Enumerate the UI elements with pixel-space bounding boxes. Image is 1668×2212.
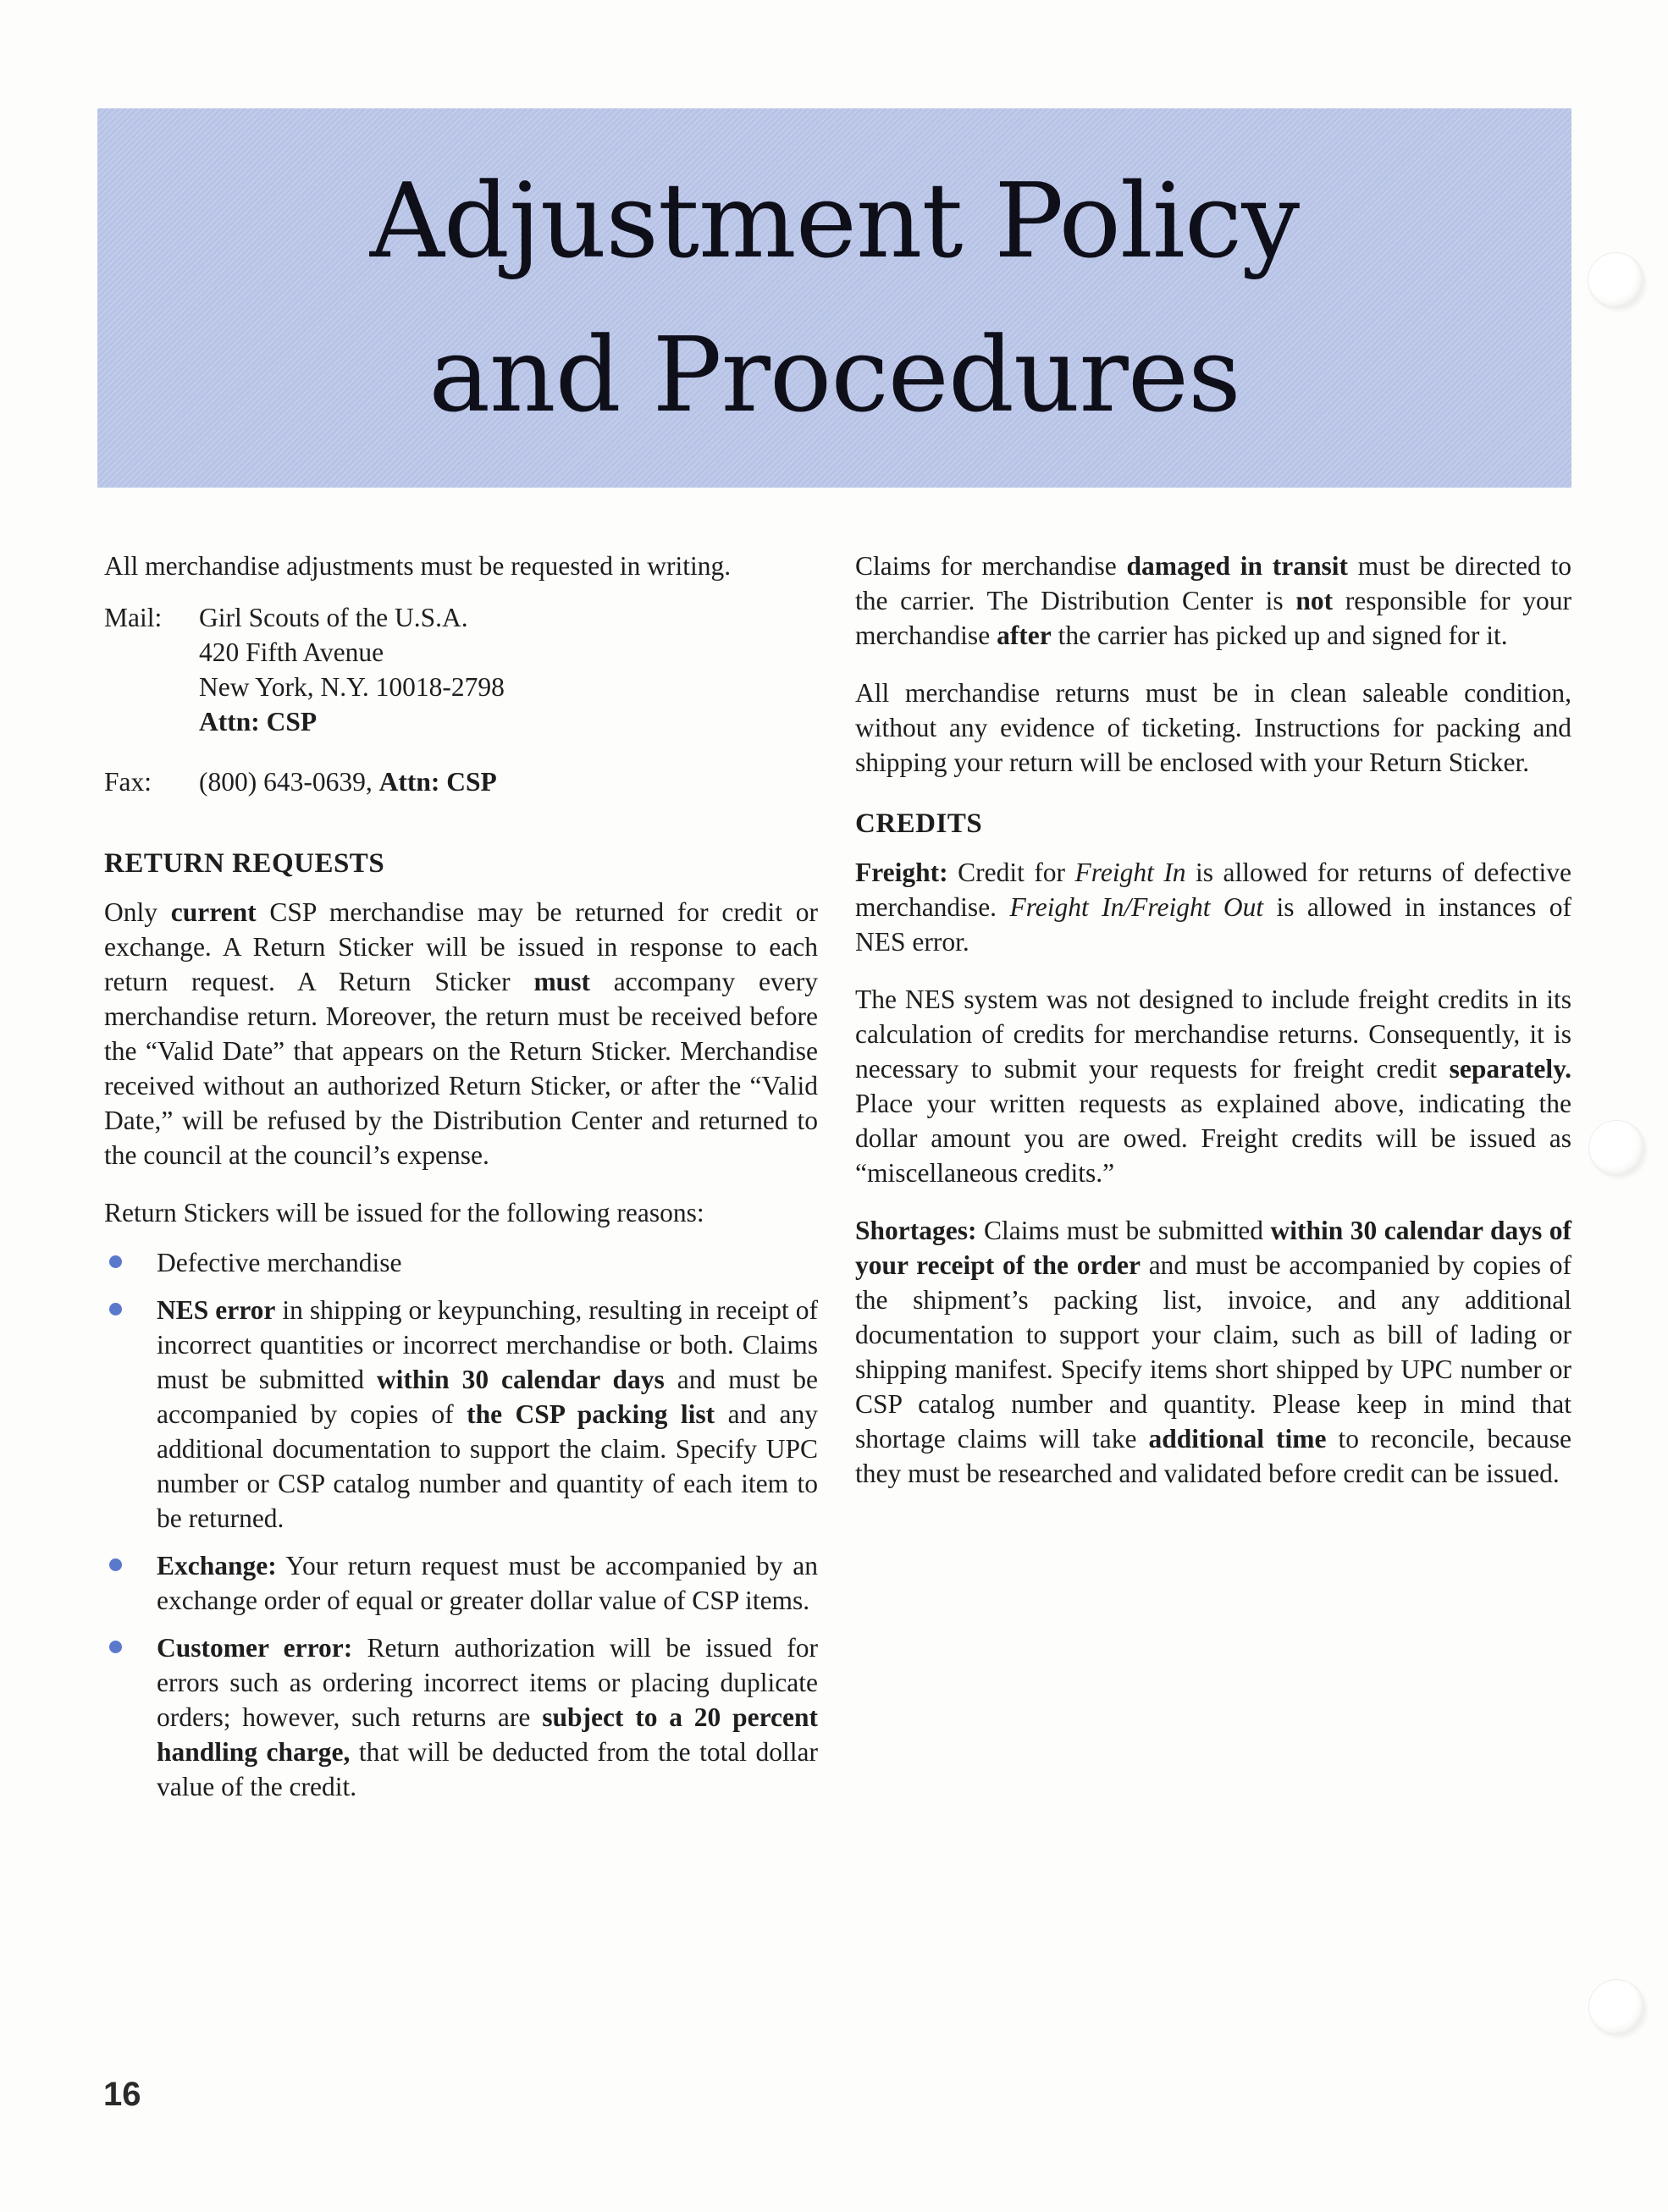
- fax-label: Fax:: [104, 767, 152, 797]
- punch-hole: [1588, 252, 1643, 308]
- list-item-text: NES error in shipping or keypunching, resulting in receipt of incorrect quantities or incorrect merchandise or both. Claims must be submitted within 30 calendar days and must be accompanied by copies of the CSP packing list and any additional documentation to support the claim. Specify UPC number or CSP catalog number and quantity of each item to be returned.: [157, 1295, 819, 1533]
- mail-label: Mail:: [104, 603, 163, 632]
- right-column: [855, 549, 1571, 1514]
- title-banner: [97, 108, 1571, 488]
- page-title-line-1: Adjustment Policy: [369, 161, 1300, 281]
- return-reasons-list: [104, 1245, 818, 1804]
- bullet-dot-icon: [109, 1641, 122, 1653]
- shortages-paragraph: Shortages: Claims must be submitted within 30 calendar days of your receipt of the order and must be accompanied by copies of the shipment’s packing list, invoice, and any additional documentation to support your claim, such as bill of lading or shipping manifest. Specify items short shipped by UPC number or CSP catalog number and quantity. Please keep in mind that shortage claims will take additional time to reconcile, because they must be researched and validated before credit can be issued.: [855, 1216, 1571, 1488]
- list-item-text: Defective merchandise: [157, 1248, 402, 1277]
- bullet-dot-icon: [109, 1255, 122, 1268]
- fax-number: (800) 643-0639, Attn: CSP: [199, 767, 497, 797]
- nes-system-paragraph: The NES system was not designed to include freight credits in its calculation of credits for merchandise returns. Consequently, it is necessary to submit your requests for freight credit separately. Place your written requests as explained above, indicating the dollar amount you are owed. Freight credits will be issued as “miscellaneous credits.”: [855, 985, 1571, 1188]
- saleable-condition-paragraph: All merchandise returns must be in clean saleable condition, without any evidence of ticketing. Instructions for packing and shipping your return will be enclosed with your Return Sticker.: [855, 678, 1571, 777]
- damaged-in-transit-paragraph: Claims for merchandise damaged in transit must be directed to the carrier. The Distribution Center is not responsible for your merchandise after the carrier has picked up and signed for it.: [855, 551, 1571, 650]
- mail-address-line: New York, N.Y. 10018-2798: [199, 672, 505, 702]
- fax-block: [104, 764, 818, 799]
- return-requests-heading: RETURN REQUESTS: [104, 848, 385, 879]
- list-item: [104, 1630, 818, 1804]
- credits-heading: CREDITS: [855, 808, 983, 839]
- bullet-dot-icon: [109, 1558, 122, 1571]
- mail-address-lines: [199, 600, 505, 739]
- bullet-dot-icon: [109, 1303, 122, 1316]
- reasons-lead-line: Return Stickers will be issued for the following reasons:: [104, 1198, 704, 1227]
- list-item: [104, 1245, 818, 1280]
- page-title-line-2: and Procedures: [428, 315, 1240, 435]
- list-item-text: Customer error: Return authorization will be issued for errors such as ordering incorrect items or placing duplicate orders; however, such returns are subject to a 20 percent handling charge, that will be deducted from the total dollar value of the credit.: [157, 1633, 818, 1801]
- list-item: [104, 1548, 818, 1618]
- mail-attn-line: Attn: CSP: [199, 707, 318, 736]
- mail-address-line: 420 Fifth Avenue: [199, 637, 384, 667]
- left-column: [104, 549, 818, 1817]
- mail-address-line: Girl Scouts of the U.S.A.: [199, 603, 468, 632]
- return-requests-paragraph: Only current CSP merchandise may be returned for credit or exchange. A Return Sticker will be issued in response to each return request. A Return Sticker must accompany every merchandise return. Moreover, the return must be received before the “Valid Date” that appears on the Return Sticker. Merchandise received without an authorized Return Sticker, or after the “Valid Date,” will be refused by the Distribution Center and returned to the council at the council’s expense.: [104, 897, 818, 1170]
- list-item-text: Exchange: Your return request must be accompanied by an exchange order of equal or greater dollar value of CSP items.: [157, 1551, 818, 1615]
- page-number: 16: [103, 2076, 141, 2113]
- intro-paragraph: All merchandise adjustments must be requested in writing.: [104, 551, 732, 581]
- list-item: [104, 1293, 818, 1536]
- freight-paragraph: Freight: Credit for Freight In is allowed for returns of defective merchandise. Freight In/Freight Out is allowed in instances of NES error.: [855, 858, 1571, 957]
- page-title: [97, 108, 1571, 452]
- punch-hole: [1588, 1979, 1644, 2035]
- mail-address-block: [104, 600, 818, 739]
- punch-hole: [1588, 1120, 1644, 1176]
